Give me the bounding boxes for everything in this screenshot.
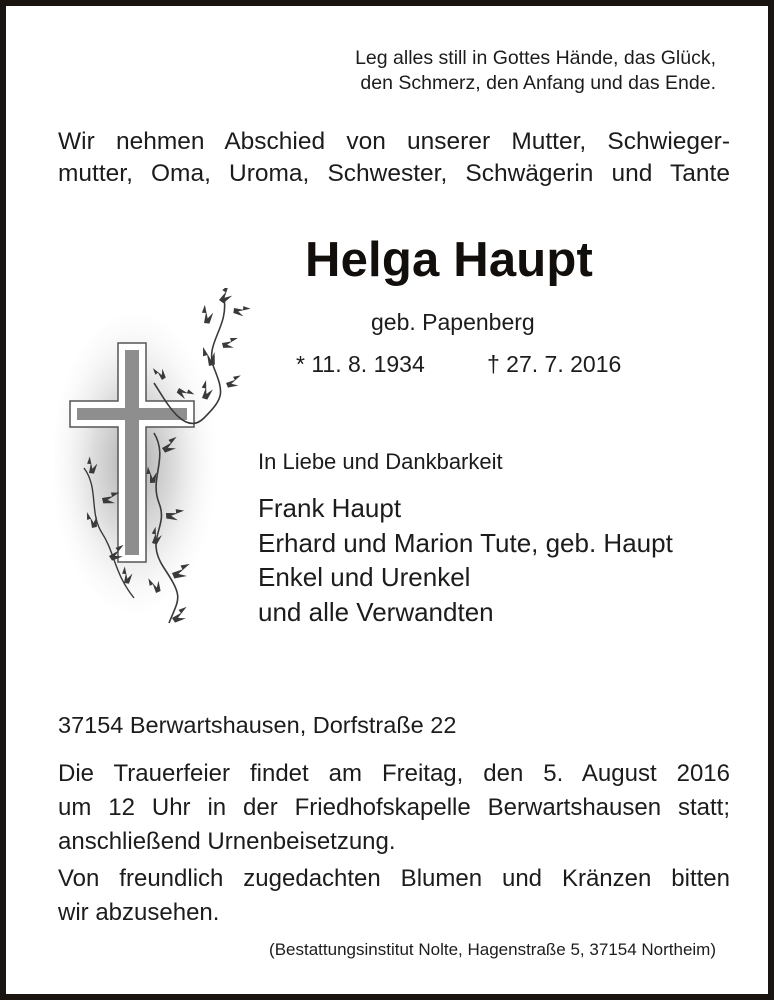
funeral-service-info [58,757,730,859]
undertaker-credit: (Bestattungsinstitut Nolte, Hagenstraße 5, 37154 Northeim) [269,940,716,959]
maiden-name: geb. Papenberg [371,309,535,335]
cross-with-ivy-icon [54,288,254,633]
motto-quote [156,46,716,96]
motto-line-1: Leg alles still in Gottes Hände, das Glück, [355,47,716,69]
service-line-3: anschließend Urnenbeisetzung. [58,828,396,855]
mourner-name: Erhard und Marion Tute, geb. Haupt [258,527,673,558]
mourners-list [258,491,748,629]
motto-line-2: den Schmerz, den Anfang und das Ende. [360,72,716,94]
flowers-request [58,862,730,930]
service-line-1: Die Trauerfeier findet am Freitag, den 5. August 2016 [58,760,730,787]
service-line-2: um 12 Uhr in der Friedhofskapelle Berwartshausen statt; [58,794,730,821]
birth-date: * 11. 8. 1934 [296,351,425,377]
family-address: 37154 Berwartshausen, Dorfstraße 22 [58,712,457,738]
flowers-line-2: wir abzusehen. [58,899,220,926]
mourner-name: Enkel und Urenkel [258,562,471,592]
intro-line-2: mutter, Oma, Uroma, Schwester, Schwägerin und Tante [58,160,730,187]
intro-line-1: Wir nehmen Abschied von unserer Mutter, Schwieger- [58,128,730,155]
deceased-name: Helga Haupt [305,233,594,287]
mourners-heading: In Liebe und Dankbarkeit [258,449,503,474]
death-date: † 27. 7. 2016 [487,351,622,377]
mourner-name: Frank Haupt [258,493,402,523]
flowers-line-1: Von freundlich zugedachten Blumen und Kränzen bitten [58,865,730,892]
farewell-intro [58,126,730,190]
mourner-name: und alle Verwandten [258,596,494,627]
